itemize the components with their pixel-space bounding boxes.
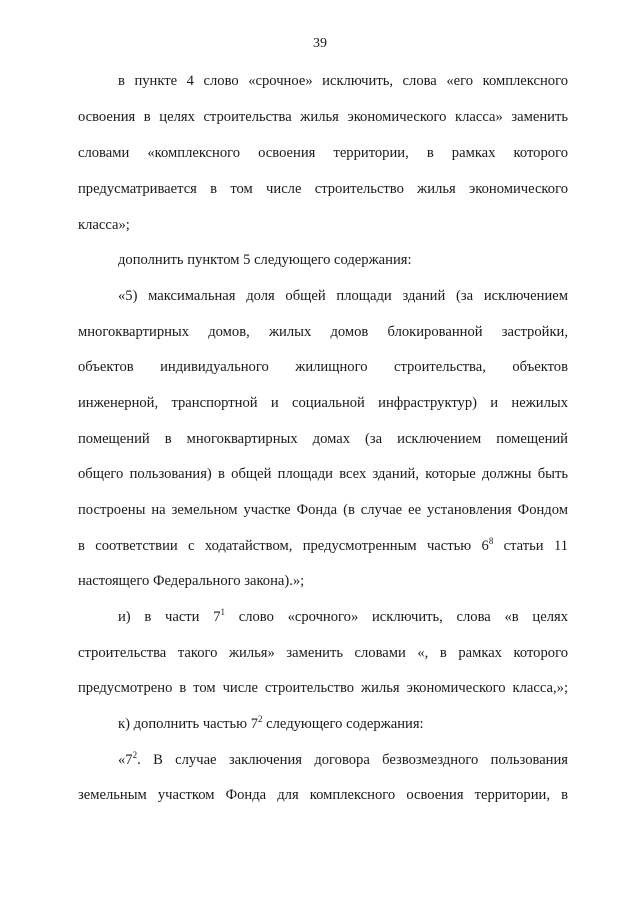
- text-line-with-superscript: [118, 751, 568, 769]
- text-line: класса»;: [78, 217, 130, 233]
- text-line: объектов индивидуального жилищного строительства, объектов: [78, 359, 568, 375]
- text-line: инженерной, транспортной и социальной инфраструктур) и нежилых: [78, 395, 568, 411]
- text-line: земельным участком Фонда для комплексного освоения территории, в: [78, 787, 568, 803]
- text-line-with-superscript: [118, 608, 568, 626]
- text-segment: слово «срочного» исключить, слова «в целях: [225, 609, 568, 625]
- text-line: дополнить пунктом 5 следующего содержания:: [118, 252, 412, 268]
- text-segment: к) дополнить частью 7: [118, 716, 258, 732]
- superscript: 2: [258, 714, 263, 724]
- text-line-with-superscript: [118, 715, 568, 733]
- superscript: 2: [132, 750, 138, 760]
- text-line: «5) максимальная доля общей площади зданий (за исключением: [118, 288, 568, 304]
- text-segment: и) в части 7: [118, 609, 221, 625]
- text-line: построены на земельном участке Фонда (в случае ее установления Фондом: [78, 502, 568, 518]
- text-line: настоящего Федерального закона).»;: [78, 573, 305, 589]
- superscript: 1: [220, 607, 226, 617]
- text-segment: в соответствии с ходатайством, предусмотренным частью 6: [78, 538, 489, 554]
- text-segment: статьи 11: [493, 538, 569, 554]
- text-line: многоквартирных домов, жилых домов блокированной застройки,: [78, 324, 568, 340]
- text-segment: . В случае заключения договора безвозмездного пользования: [137, 752, 568, 768]
- text-line: освоения в целях строительства жилья экономического класса» заменить: [78, 109, 568, 125]
- text-line: словами «комплексного освоения территории, в рамках которого: [78, 145, 568, 161]
- text-segment: «7: [118, 752, 133, 768]
- text-line: общего пользования) в общей площади всех зданий, которые должны быть: [78, 466, 568, 482]
- text-line-with-superscript: [78, 537, 568, 555]
- text-segment: следующего содержания:: [262, 716, 424, 732]
- text-line: предусмотрено в том числе строительство жилья экономического класса,»;: [78, 680, 568, 696]
- text-line: в пункте 4 слово «срочное» исключить, слова «его комплексного: [118, 73, 568, 89]
- text-line: строительства такого жилья» заменить словами «, в рамках которого: [78, 645, 568, 661]
- text-line: помещений в многоквартирных домах (за исключением помещений: [78, 431, 568, 447]
- superscript: 8: [488, 536, 494, 546]
- text-line: предусматривается в том числе строительство жилья экономического: [78, 181, 568, 197]
- page-number: 39: [313, 36, 327, 51]
